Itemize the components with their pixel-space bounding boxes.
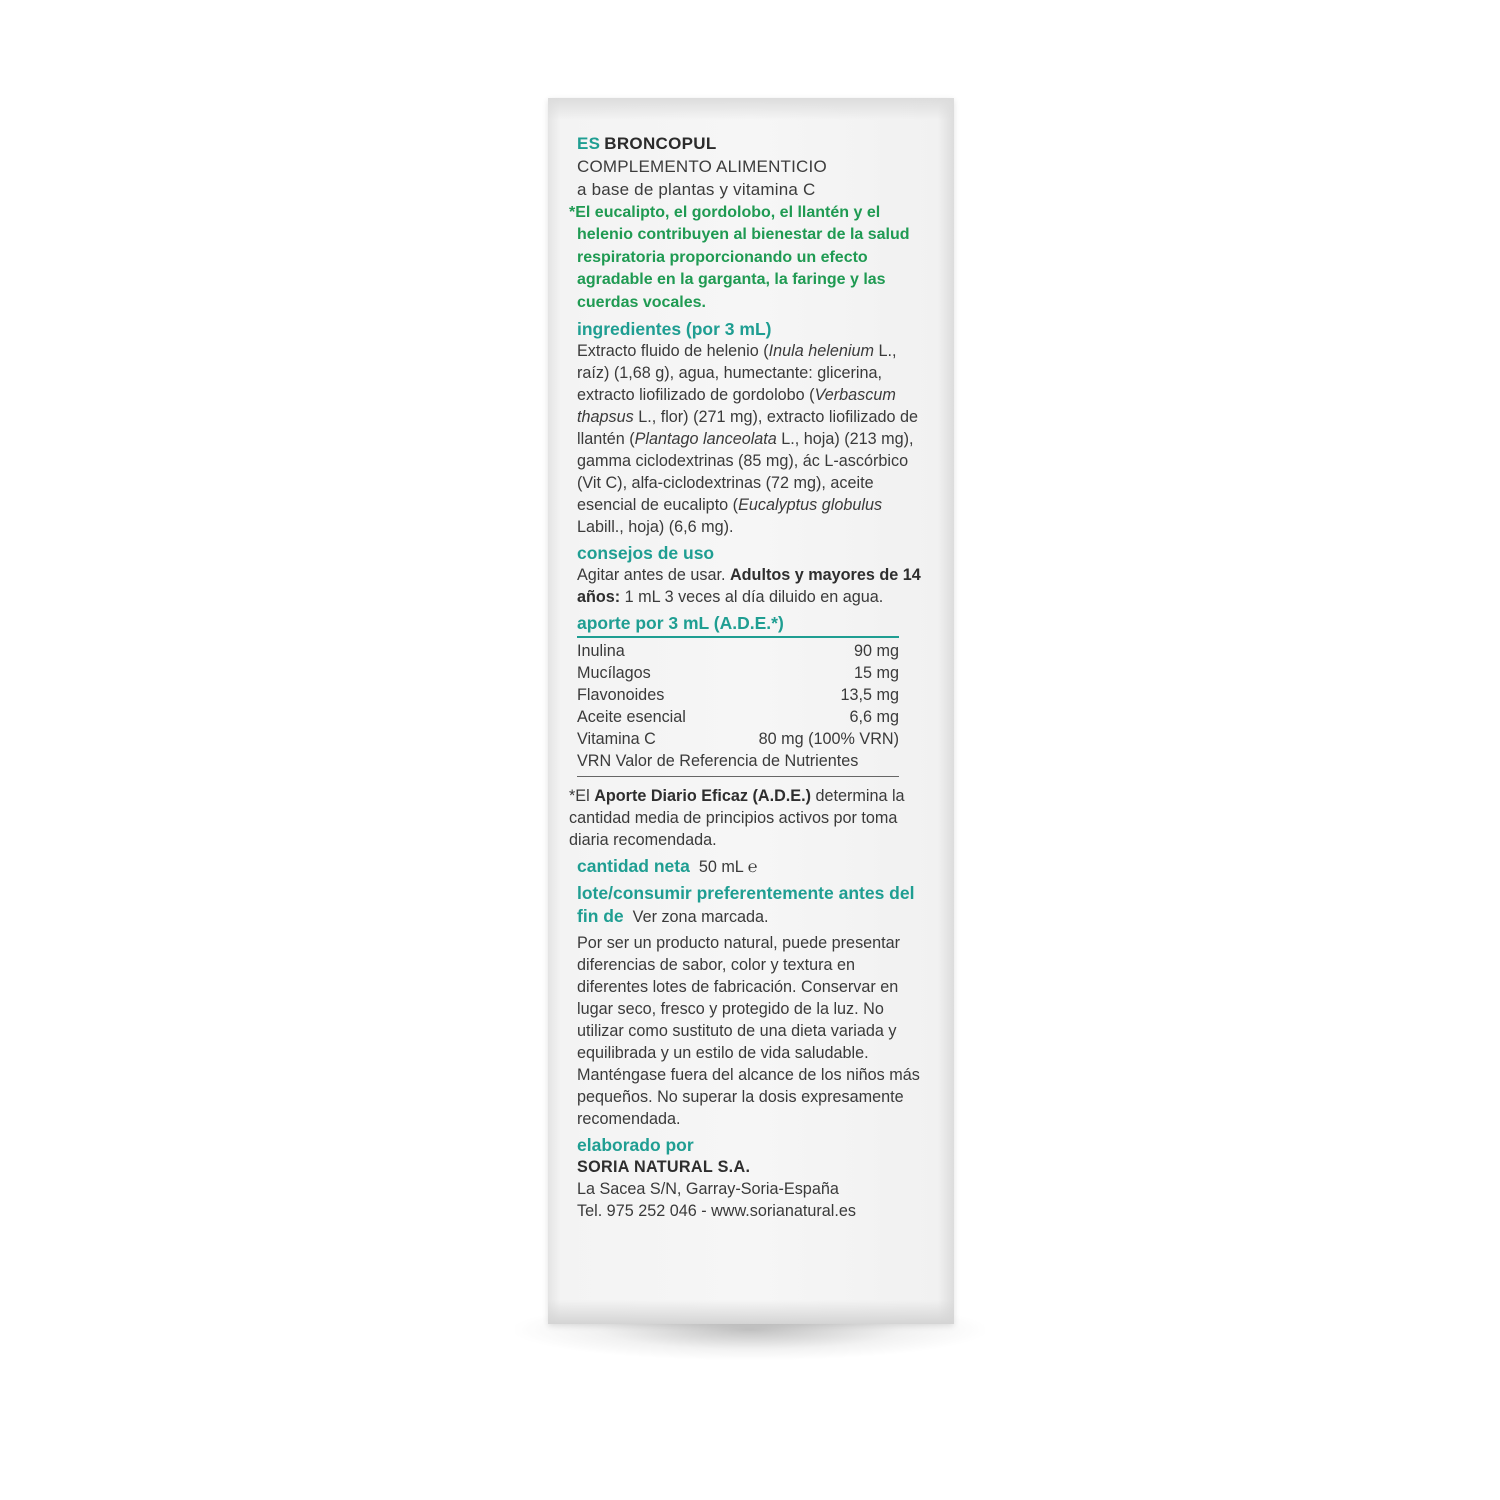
nutrient-name: Inulina [577,642,625,661]
lot-info [577,882,929,928]
label-content [569,133,929,1222]
nutrient-name: Flavonoides [577,686,665,705]
lot-value: Ver zona marcada. [632,908,769,927]
nutrition-row [577,728,899,750]
brand-title [577,133,929,155]
product-name: BRONCOPUL [604,134,717,153]
nutrition-table [577,640,899,750]
manufacturer-contact: Tel. 975 252 046 - www.sorianatural.es [577,1202,856,1221]
nutrient-name: Mucílagos [577,664,651,683]
lot-label: lote/consumir preferentemente antes del fin de [577,883,915,927]
subtitle [577,155,929,201]
ade-footnote: *El Aporte Diario Eficaz (A.D.E.) determina la cantidad media de principios activos por toma diaria recomendada. [569,787,905,850]
nutrient-value: 90 mg [854,642,899,661]
ingredients-heading: ingredientes (por 3 mL) [577,319,772,340]
manufacturer-heading: elaborado por [577,1135,694,1156]
language-code: ES [577,134,601,153]
nutrient-value: 80 mg (100% VRN) [758,730,899,749]
usage-text: Agitar antes de usar. Adultos y mayores de 14 años: 1 mL 3 veces al día diluido en agua. [577,566,921,607]
net-quantity-label: cantidad neta [577,856,690,877]
nutrient-value: 6,6 mg [849,708,899,727]
nutrition-row [577,640,899,662]
ingredients-text: Extracto fluido de helenio (Inula helenium L., raíz) (1,68 g), agua, humectante: glicerina, extracto liofilizado de gordolobo (Verbascum thapsus L., flor) (271 mg), extracto liofilizado de llantén (Plantago lanceolata L., hoja) (213 mg), gamma ciclodextrinas (85 mg), ác L-ascórbico (Vit C), alfa-ciclodextrinas (72 mg), aceite esencial de eucalipto (Eucalyptus globulus Labill., hoja) (6,6 mg). [577,342,919,537]
manufacturer-name: SORIA NATURAL S.A. [577,1158,751,1177]
manufacturer-address: La Sacea S/N, Garray-Soria-España [577,1180,839,1199]
nutrient-value: 15 mg [854,664,899,683]
vrn-note: VRN Valor de Referencia de Nutrientes [577,750,899,777]
nutrient-name: Vitamina C [577,730,656,749]
nutrient-name: Aceite esencial [577,708,686,727]
subtitle-line1: COMPLEMENTO ALIMENTICIO [577,157,827,176]
nutrition-row [577,684,899,706]
nutrition-row [577,662,899,684]
subtitle-line2: a base de plantas y vitamina C [577,180,816,199]
nutrient-value: 13,5 mg [840,686,899,705]
net-quantity [577,855,929,878]
usage-heading: consejos de uso [577,543,715,564]
nutrition-row [577,706,899,728]
nutrition-heading: aporte por 3 mL (A.D.E.*) [577,612,899,638]
net-quantity-value: 50 mL ℮ [698,858,758,877]
warning-text: Por ser un producto natural, puede presentar diferencias de sabor, color y textura en diferentes lotes de fabricación. Conservar en lugar seco, fresco y protegido de la luz. No utilizar como sustituto de una dieta variada y equilibrada y un estilo de vida saludable. Manténgase fuera del alcance de los niños más pequeños. No superar la dosis expresamente recomendada. [577,934,920,1129]
health-claim: *El eucalipto, el gordolobo, el llantén y el helenio contribuyen al bienestar de la salud respiratoria proporcionando un efecto agradable en la garganta, la faringe y las cuerdas vocales. [569,204,910,311]
